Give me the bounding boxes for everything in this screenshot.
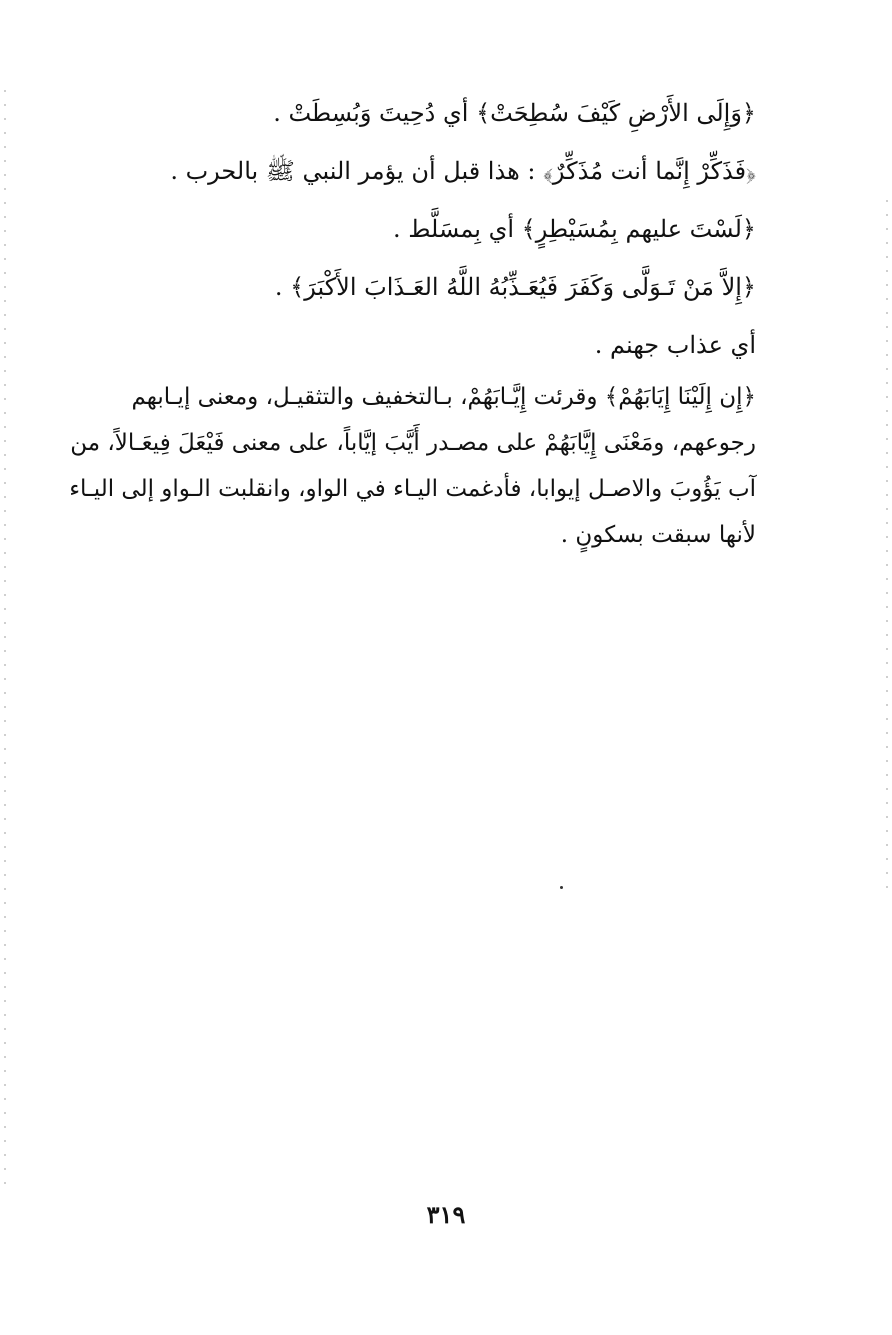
verse-line-2: ﴿فَذَكِّرْ إِنَّما أنت مُذَكِّرٌ﴾ : هذا قبل أن يؤمر النبي ﷺ بالحرب . xyxy=(170,157,756,185)
verse-line-4: ﴿إِلاَّ مَنْ تَـوَلَّى وَكَفَرَ فَيُعَـذِّبُهُ اللَّهُ العَـذَابَ الأَكْبَرَ﴾ . xyxy=(274,273,756,301)
verse-line-1: ﴿وَإِلَى الأَرْضِ كَيْفَ سُطِحَتْ﴾ أي دُحِيتَ وَبُسِطَتْ . xyxy=(273,99,756,127)
commentary-paragraph xyxy=(69,374,756,558)
verse-line-3: ﴿لَسْتَ عليهم بِمُسَيْطِرٍ﴾ أي بِمسَلَّط . xyxy=(392,215,756,243)
page-text-block xyxy=(69,84,756,558)
scan-margin-noise-left xyxy=(4,90,6,1190)
scan-speck xyxy=(560,886,563,889)
page-number: ٣١٩ xyxy=(426,1200,466,1229)
paragraph-line-4: لأنها سبقت بسكونٍ . xyxy=(560,522,756,548)
paragraph-line-1: ﴿إِن إِلَيْنَا إِيَابَهُمْ﴾ وقرئت إِيَّـابَهُمْ، بـالتخفيف والتثقيـل، ومعنى إيـابهم xyxy=(131,384,756,410)
commentary-line: أي عذاب جهنم . xyxy=(594,331,756,359)
paragraph-line-3: آب يَؤُوبَ والاصـل إيوابا، فأدغمت اليـاء في الواو، وانقلبت الـواو إلى اليـاء xyxy=(69,476,756,502)
scan-margin-noise-right xyxy=(886,200,888,900)
paragraph-line-2: رجوعهم، ومَعْنَى إِيَّابَهُمْ على مصـدر أَيَّبَ إيَّاباً، على معنى فَيْعَلَ فِيعَـالاً، من xyxy=(70,430,756,456)
